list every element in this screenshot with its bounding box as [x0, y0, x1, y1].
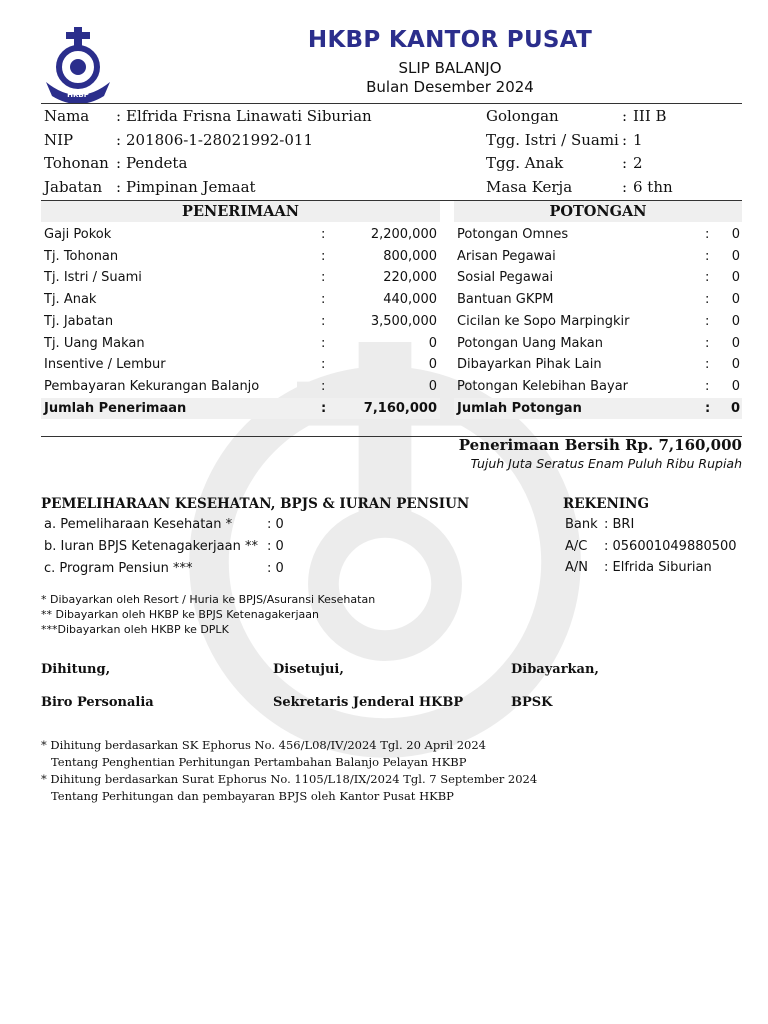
penerimaan-row: Tj. Tohonan : 800,000 — [44, 248, 437, 264]
potongan-heading: POTONGAN — [454, 201, 742, 222]
identity-value: Pendeta — [126, 154, 188, 172]
sign-dibayarkan: Dibayarkan, — [511, 662, 599, 677]
penerimaan-row: Tj. Istri / Suami : 220,000 — [44, 270, 437, 286]
identity-value: 201806-1-28021992-011 — [126, 131, 313, 149]
potongan-row: Sosial Pegawai : 0 — [457, 270, 740, 286]
rekening-row: Bank : BRI — [565, 517, 635, 532]
identity-label: Masa Kerja — [486, 178, 573, 196]
identity-label: Tgg. Anak — [486, 154, 564, 172]
potongan-row: Potongan Uang Makan : 0 — [457, 335, 740, 351]
rekening-row: A/C : 056001049880500 — [565, 539, 737, 554]
penerimaan-row: Insentive / Lembur : 0 — [44, 357, 437, 373]
note-line: ** Dibayarkan oleh HKBP ke BPJS Ketenagakerjaan — [41, 608, 319, 621]
net-salary: Penerimaan Bersih Rp. 7,160,000 — [458, 436, 742, 454]
health-row: c. Program Pensiun *** : 0 — [44, 561, 284, 576]
sign-bpsk: BPSK — [511, 695, 553, 710]
potongan-row: Potongan Kelebihan Bayar : 0 — [457, 378, 740, 394]
footnote-line: Tentang Perhitungan dan pembayaran BPJS oleh Kantor Pusat HKBP — [51, 789, 454, 803]
potongan-row: Arisan Pegawai : 0 — [457, 248, 740, 264]
penerimaan-row: Gaji Pokok : 2,200,000 — [44, 227, 437, 242]
org-title: HKBP KANTOR PUSAT — [307, 27, 593, 53]
net-salary-words: Tujuh Juta Seratus Enam Puluh Ribu Rupiah — [470, 456, 742, 471]
sign-sekretaris-jenderal: Sekretaris Jenderal HKBP — [273, 695, 464, 710]
penerimaan-row: Pembayaran Kekurangan Balanjo : 0 — [44, 378, 437, 394]
penerimaan-row: Tj. Anak : 440,000 — [44, 292, 437, 308]
penerimaan-heading: PENERIMAAN — [41, 201, 440, 222]
note-line: * Dibayarkan oleh Resort / Huria ke BPJS/Asuransi Kesehatan — [41, 593, 376, 606]
document-title: SLIP BALANJO — [398, 59, 502, 77]
identity-value: 6 thn — [633, 178, 673, 196]
potongan-row: Bantuan GKPM : 0 — [457, 292, 740, 308]
penerimaan-row: Tj. Uang Makan : 0 — [44, 335, 437, 351]
identity-label: Tgg. Istri / Suami — [486, 131, 619, 149]
rekening-row: A/N : Elfrida Siburian — [565, 560, 712, 575]
identity-label: Jabatan — [44, 178, 103, 196]
identity-label: Golongan — [486, 107, 559, 125]
penerimaan-row: Tj. Jabatan : 3,500,000 — [44, 313, 437, 329]
potongan-row: Dibayarkan Pihak Lain : 0 — [457, 357, 740, 373]
health-row: b. Iuran BPJS Ketenagakerjaan ** : 0 — [44, 539, 284, 554]
potongan-row: Potongan Omnes : 0 — [457, 227, 740, 242]
identity-label: Nama — [44, 107, 90, 125]
footnote-line: * Dihitung berdasarkan Surat Ephorus No. 1105/L18/IX/2024 Tgl. 7 September 2024 — [41, 772, 538, 786]
identity-value: Pimpinan Jemaat — [126, 178, 256, 196]
health-row: a. Pemeliharaan Kesehatan * : 0 — [44, 517, 284, 532]
sign-dihitung: Dihitung, — [41, 662, 111, 677]
identity-value: Elfrida Frisna Linawati Siburian — [126, 107, 372, 125]
sign-biro-personalia: Biro Personalia — [41, 695, 154, 710]
potongan-total-row: Jumlah Potongan : 0 — [454, 398, 742, 420]
identity-label: Tohonan — [44, 154, 109, 172]
rekening-heading: REKENING — [563, 496, 650, 512]
document-period: Bulan Desember 2024 — [366, 78, 534, 96]
identity-value: III B — [633, 107, 667, 125]
footnote-line: Tentang Penghentian Perhitungan Pertambahan Balanjo Pelayan HKBP — [51, 755, 467, 769]
potongan-row: Cicilan ke Sopo Marpingkir : 0 — [457, 313, 740, 329]
header-divider — [41, 103, 742, 104]
identity-value: 1 — [633, 131, 643, 149]
sign-disetujui: Disetujui, — [273, 662, 344, 677]
hkbp-logo — [40, 26, 116, 104]
health-heading: PEMELIHARAAN KESEHATAN, BPJS & IURAN PENSIUN — [41, 496, 470, 512]
note-line: ***Dibayarkan oleh HKBP ke DPLK — [41, 623, 229, 636]
penerimaan-total-row: Jumlah Penerimaan : 7,160,000 — [41, 398, 440, 420]
footnote-line: * Dihitung berdasarkan SK Ephorus No. 456/L08/IV/2024 Tgl. 20 April 2024 — [41, 738, 486, 752]
logo-text: HKBP — [67, 91, 89, 99]
identity-label: NIP — [44, 131, 74, 149]
identity-value: 2 — [633, 154, 643, 172]
